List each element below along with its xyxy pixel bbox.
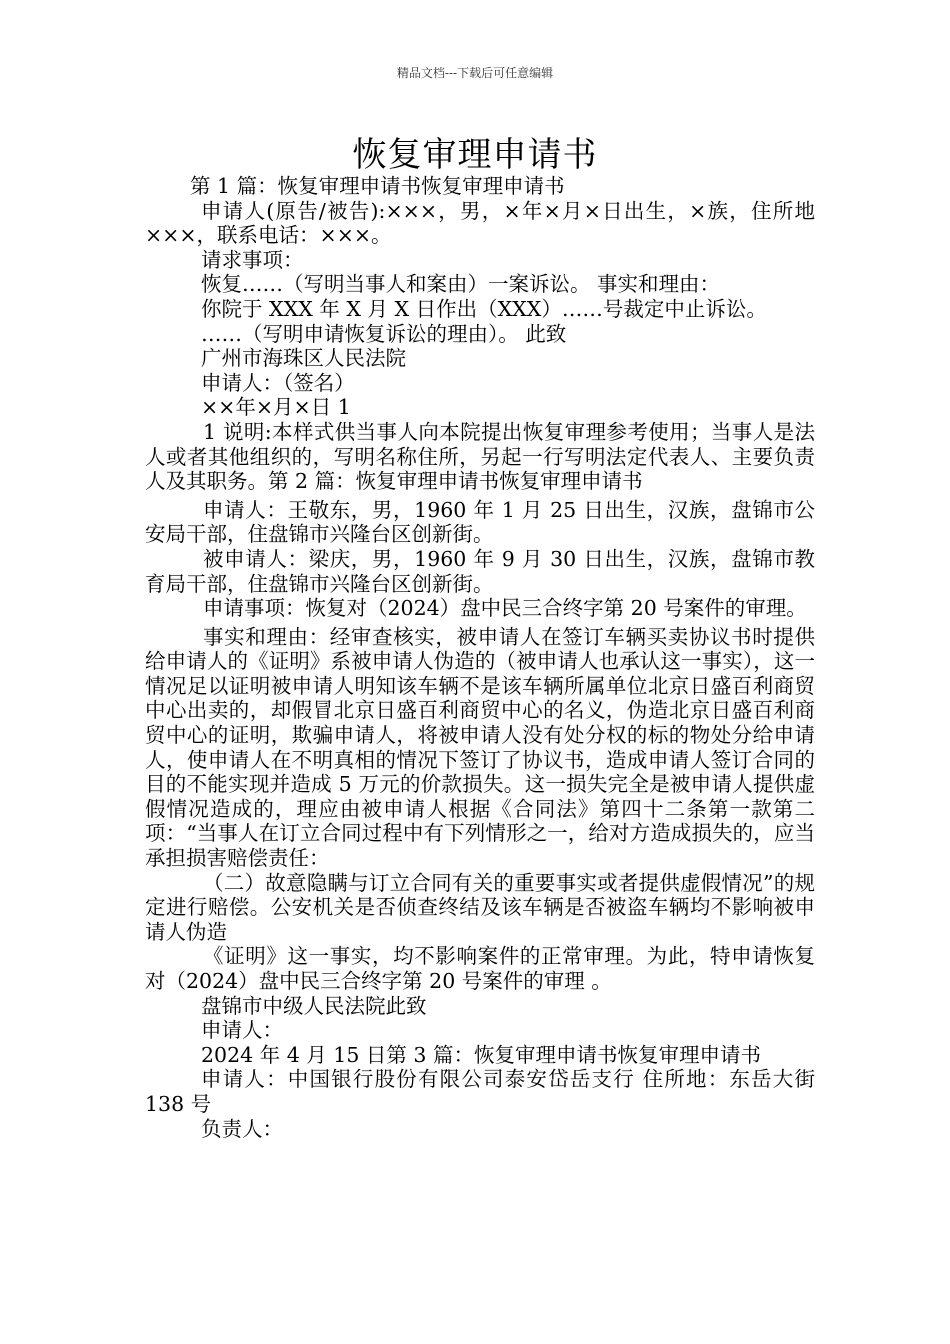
paragraph: （二）故意隐瞒与订立合同有关的重要事实或者提供虚假情况”的规定进行赔偿。公安机关是否侦查终结及该车辆是否被盗车辆均不影响被申请人伪造 [145,870,815,944]
document-title: 恢复审理申请书 [352,135,598,175]
paragraph: 申请人： [201,1018,283,1043]
document-body [145,174,815,1141]
paragraph: 申请事项：恢复对（2024）盘中民三合终字第 20 号案件的审理。 [203,596,807,621]
paragraph: ……（写明申请恢复诉讼的理由）。 此致 [201,321,567,346]
page-header: 精品文档---下载后可任意编辑 [396,66,554,80]
paragraph: 1 说明:本样式供当事人向本院提出恢复审理参考使用；当事人是法人或者其他组织的，写明名称住所，另起一行写明法定代表人、主要负责人及其职务。第 2 篇：恢复审理申请书恢复审理申请书 [145,419,815,494]
paragraph: 第 1 篇：恢复审理申请书恢复审理申请书 [190,174,565,198]
paragraph: 恢复……（写明当事人和案由）一案诉讼。 事实和理由： [201,272,721,297]
paragraph: 《证明》这一事实，均不影响案件的正常审理。为此，特申请恢复对（2024）盘中民三合终字第 20 号案件的审理 。 [145,944,815,993]
paragraph: 申请人：中国银行股份有限公司泰安岱岳支行 住所地：东岳大街 138 号 [145,1067,815,1116]
paragraph: 盘锦市中级人民法院此致 [201,993,427,1018]
paragraph: ××年×月×日 1 [201,395,351,420]
paragraph: 广州市海珠区人民法院 [201,346,406,371]
paragraph: 事实和理由：经审查核实，被申请人在签订车辆买卖协议书时提供给申请人的《证明》系被申请人伪造的（被申请人也承认这一事实），这一情况足以证明被申请人明知该车辆不是该车辆所属单位北京日盛百利商贸中心出卖的，却假冒北京日盛百利商贸中心的名义，伪造北京日盛百利商贸中心的证明，欺骗申请人，将被申请人没有处分权的标的物处分给申请人，使申请人在不明真相的情况下签订了协议书，造成申请人签订合同的目的不能实现并造成 5 万元的价款损失。这一损失完全是被申请人提供虚假情况造成的，理应由被申请人根据《合同法》第四十二条第一款第二项：“当事人在订立合同过程中有下列情形之一，给对方造成损失的，应当承担损害赔偿责任： [145,624,815,871]
paragraph: 你院于 XXX 年 X 月 X 日作出（XXX）……号裁定中止诉讼。 [201,296,767,321]
paragraph: 请求事项： [201,247,304,272]
paragraph: 被申请人：梁庆，男，1960 年 9 月 30 日出生，汉族，盘锦市教育局干部，住盘锦市兴隆台区创新街。 [145,546,815,596]
paragraph: 负责人： [201,1116,283,1141]
paragraph: 2024 年 4 月 15 日第 3 篇：恢复审理申请书恢复审理申请书 [201,1042,761,1067]
paragraph: 申请人：（签名） [201,370,355,395]
paragraph: 申请人(原告/被告):×××，男，×年×月×日出生，×族，住所地×××，联系电话：×××。 [145,198,815,248]
paragraph: 申请人：王敬东，男，1960 年 1 月 25 日出生，汉族，盘锦市公安局干部，住盘锦市兴隆台区创新街。 [145,497,815,547]
